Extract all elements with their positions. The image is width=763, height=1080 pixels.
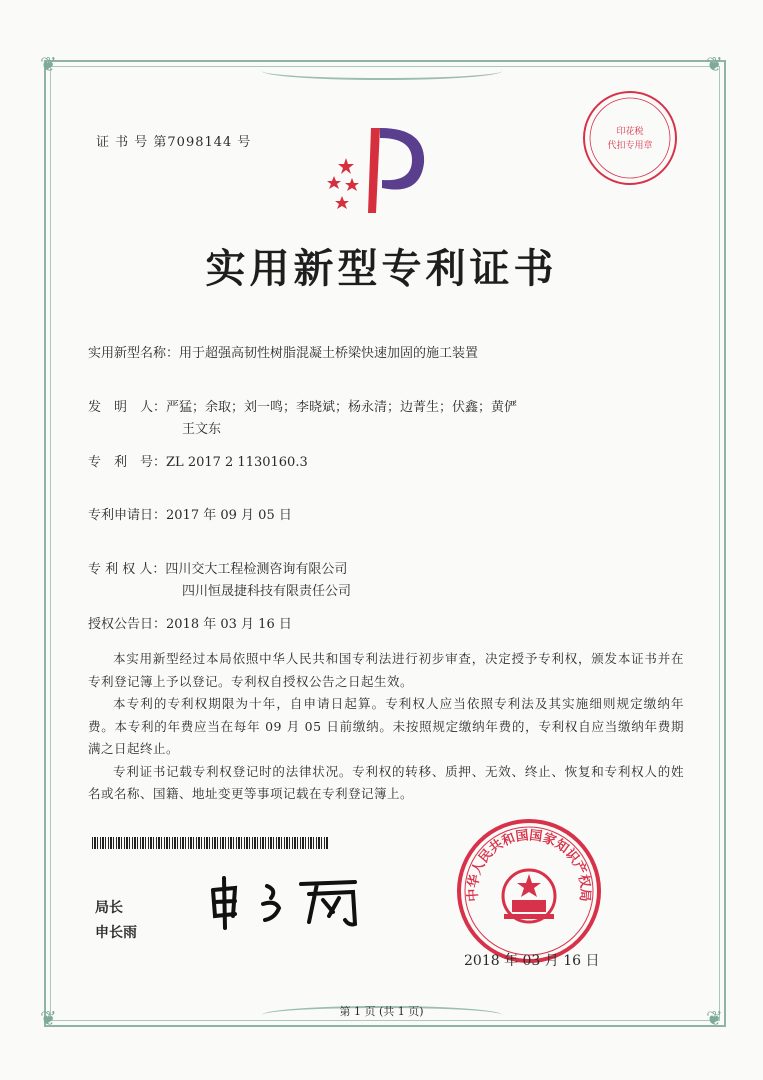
barcode — [92, 837, 329, 849]
corner-ornament-icon: ❦ — [40, 52, 57, 76]
inventor-field — [88, 396, 517, 415]
application-date-field — [88, 504, 292, 523]
director-name: 申长雨 — [95, 925, 137, 941]
body-paragraph: 本专利的专利权期限为十年，自申请日起算。专利权人应当依照专利法及其实施细则规定缴纳年费。本专利的年费应当在每年 09 月 05 日前缴纳。未按照规定缴纳年费的，专利权自应当缴纳年费期满之日起终止。 — [88, 696, 684, 756]
seal-date: 2018 年 03 月 16 日 — [464, 953, 600, 969]
field-value: ZL 2017 2 1130160.3 — [166, 455, 308, 470]
field-label: 专 利 号： — [88, 455, 167, 470]
field-value: 严猛；余取；刘一鸣；李晓斌；杨永清；边菁生；伏鑫；黄俨 — [166, 400, 518, 415]
field-label: 授权公告日： — [88, 617, 167, 632]
certificate-number: 证 书 号 第7098144 号 — [96, 135, 252, 150]
handwritten-signature — [205, 872, 375, 932]
field-label: 专 利 权 人： — [88, 562, 166, 577]
border-ornament-top — [262, 62, 502, 80]
patentee-field — [88, 558, 347, 577]
corner-ornament-icon: ❦ — [40, 1006, 57, 1030]
corner-ornament-icon: ❦ — [706, 52, 723, 76]
field-value: 用于超强高韧性树脂混凝土桥梁快速加固的施工装置 — [179, 346, 479, 361]
tax-stamp-icon — [580, 88, 680, 188]
field-label: 专利申请日： — [88, 508, 167, 523]
director-title: 局长 — [95, 900, 123, 916]
field-value: 2017 年 09 月 05 日 — [166, 508, 292, 523]
corner-ornament-icon: ❦ — [706, 1006, 723, 1030]
field-label: 发 明 人： — [88, 400, 167, 415]
inventor-value-line2: 王文东 — [182, 422, 222, 437]
patent-number-field — [88, 451, 308, 470]
patentee-value-line2: 四川恒晟捷科技有限责任公司 — [182, 584, 352, 599]
svg-text:印花税: 印花税 — [616, 127, 644, 137]
field-value: 四川交大工程检测咨询有限公司 — [165, 562, 348, 577]
svg-text:中华人民共和国国家知识产权局: 中华人民共和国国家知识产权局 — [465, 828, 593, 903]
certificate-body-text — [88, 648, 684, 806]
page-footer: 第 1 页 (共 1 页) — [339, 1005, 424, 1018]
official-seal-icon — [454, 816, 604, 966]
announcement-date-field — [88, 613, 292, 632]
field-label: 实用新型名称： — [88, 346, 180, 361]
svg-text:代扣专用章: 代扣专用章 — [607, 141, 653, 151]
body-paragraph: 专利证书记载专利权登记时的法律状况。专利权的转移、质押、无效、终止、恢复和专利权人的姓名或名称、国籍、地址变更等事项记载在专利登记簿上。 — [88, 763, 684, 801]
field-value: 2018 年 03 月 16 日 — [166, 617, 292, 632]
body-paragraph: 本实用新型经过本局依照中华人民共和国专利法进行初步审查，决定授予专利权，颁发本证书并在专利登记簿上予以登记。专利权自授权公告之日起生效。 — [88, 651, 684, 689]
patent-office-logo-icon — [316, 118, 436, 218]
utility-model-name-field — [88, 342, 478, 361]
certificate-title: 实用新型专利证书 — [205, 246, 558, 292]
